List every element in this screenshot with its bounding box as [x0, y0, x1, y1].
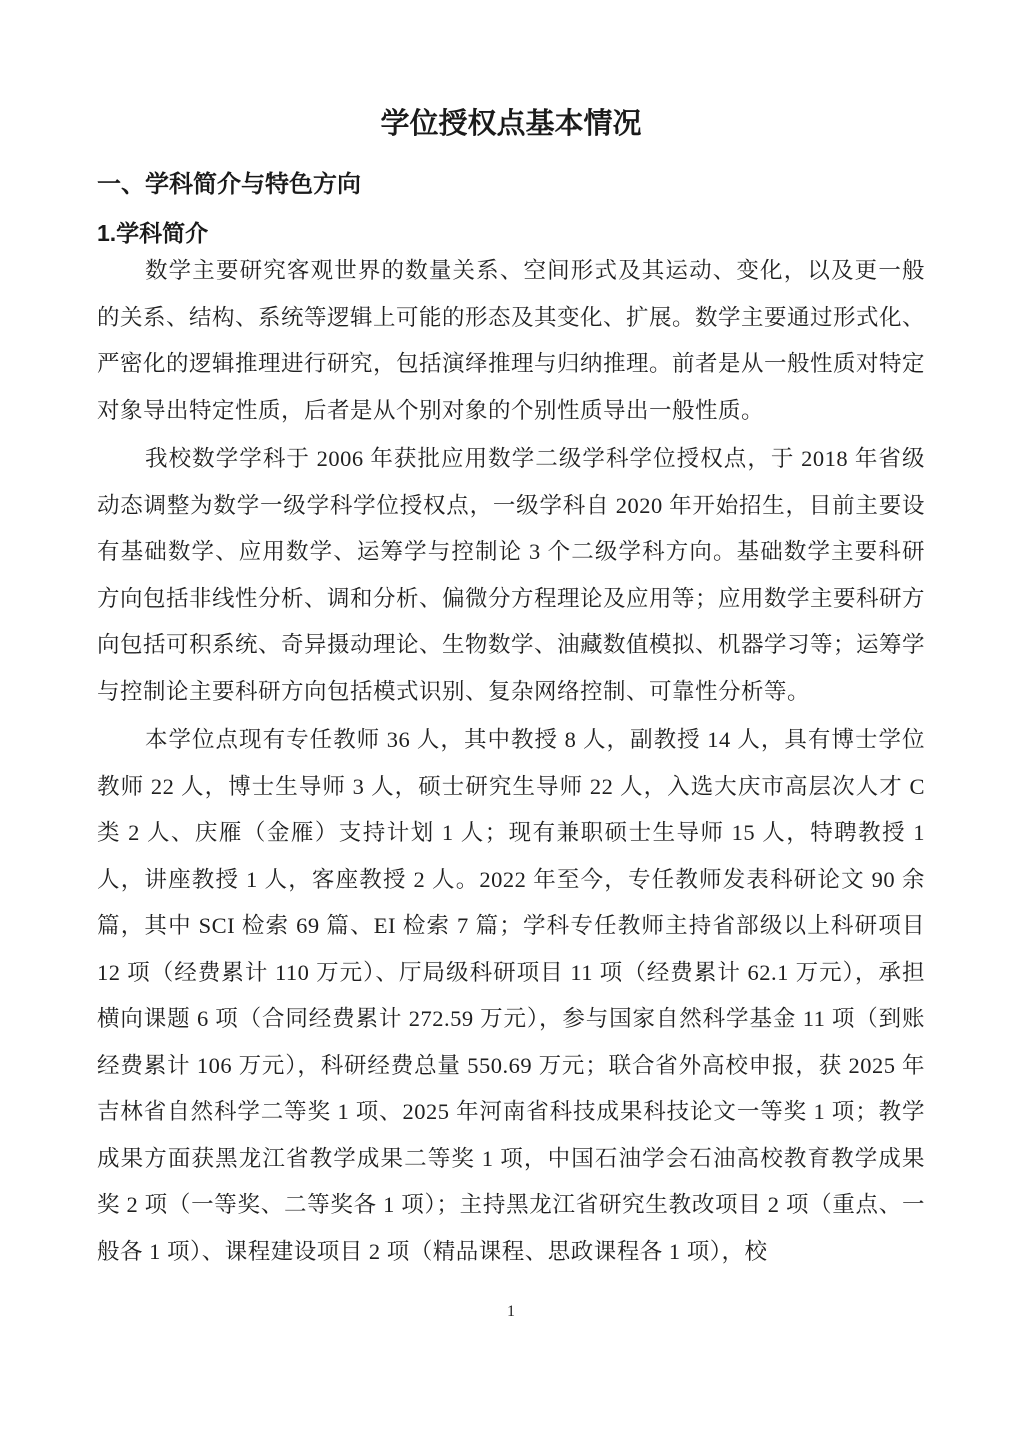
paragraph-program-history: 我校数学学科于 2006 年获批应用数学二级学科学位授权点，于 2018 年省级动态调整为数学一级学科学位授权点，一级学科自 2020 年开始招生，目前主要设有基础数学、应用数学、运筹学与控制论 3 个二级学科方向。基础数学主要科研方向包括非线性分析、调和分析、偏微分方程理论及应用等；应用数学主要科研方向包括可积系统、奇异摄动理论、生物数学、油藏数值模拟、机器学习等；运筹学与控制论主要科研方向包括模式识别、复杂网络控制、可靠性分析等。: [97, 446, 926, 704]
paragraph-math-overview: 数学主要研究客观世界的数量关系、空间形式及其运动、变化，以及更一般的关系、结构、系统等逻辑上可能的形态及其变化、扩展。数学主要通过形式化、严密化的逻辑推理进行研究，包括演绎推理与归纳推理。前者是从一般性质对特定对象导出特定性质，后者是从个别对象的个别性质导出一般性质。: [97, 258, 926, 423]
document-content: [97, 104, 925, 1277]
section-heading-discipline-intro: 一、学科简介与特色方向: [97, 171, 361, 198]
page-number: 1: [507, 1303, 515, 1320]
document-title: 学位授权点基本情况: [380, 108, 642, 140]
paragraph-faculty-achievements: 本学位点现有专任教师 36 人，其中教授 8 人，副教授 14 人，具有博士学位教师 22 人，博士生导师 3 人，硕士研究生导师 22 人，入选大庆市高层次人才 C 类 2 人、庆雁（金雁）支持计划 1 人；现有兼职硕士生导师 15 人，特聘教授 1 人，讲座教授 1 人，客座教授 2 人。2022 年至今，专任教师发表科研论文 90 余篇，其中 SCI 检索 69 篇、EI 检索 7 篇；学科专任教师主持省部级以上科研项目 12 项（经费累计 110 万元）、厅局级科研项目 11 项（经费累计 62.1 万元），承担横向课题 6 项（合同经费累计 272.59 万元），参与国家自然科学基金 11 项（到账经费累计 106 万元），科研经费总量 550.69 万元；联合省外高校申报，获 2025 年吉林省自然科学二等奖 1 项、2025 年河南省科技成果科技论文一等奖 1 项；教学成果方面获黑龙江省教学成果二等奖 1 项，中国石油学会石油高校教育教学成果奖 2 项（一等奖、二等奖各 1 项）；主持黑龙江省研究生教改项目 2 项（重点、一般各 1 项）、课程建设项目 2 项（精品课程、思政课程各 1 项），校: [97, 727, 925, 1264]
subsection-heading-discipline-brief: 1.学科简介: [97, 220, 209, 246]
